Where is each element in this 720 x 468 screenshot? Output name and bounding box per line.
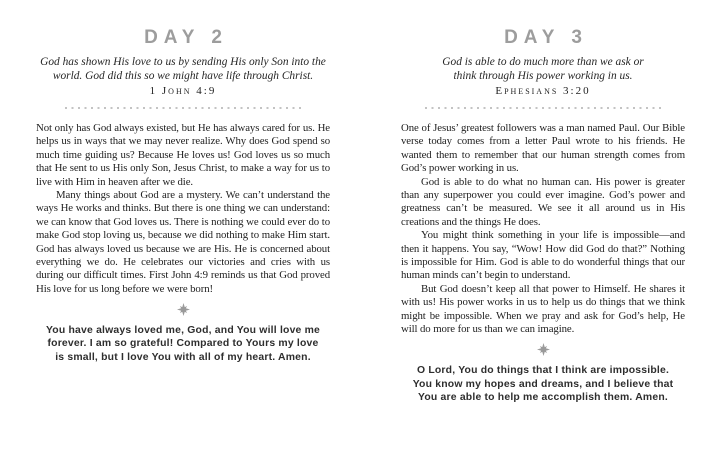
prayer-line: is small, but I love You with all of my heart. Amen. xyxy=(55,351,311,363)
devotional-text xyxy=(401,122,685,337)
scripture-reference: Ephesians 3:20 xyxy=(495,85,591,97)
scripture-verse xyxy=(36,55,330,83)
paragraph: But God doesn’t keep all that power to Himself. He shares it with us! His power works in us to help us do things that we think might be impossible. When we pray and ask for God’s help, He will do more for us than we can imagine. xyxy=(401,282,685,336)
paragraph: One of Jesus’ greatest followers was a man named Paul. Our Bible verse today comes from a letter Paul wrote to his friends. He wanted them to remember that our human strength comes from God’s power working in us. xyxy=(401,122,685,175)
devotional-text xyxy=(36,122,330,296)
verse-line: God is able to do much more than we ask or xyxy=(442,56,644,68)
paragraph: You might think something in your life is impossible—and then it happens. You say, “Wow! How did God do that?” Nothing is impossible for Him. God is able to do wonderful things that our human minds can’t begin to understand. xyxy=(401,229,685,282)
verse-line: think through His power working in us. xyxy=(453,70,633,82)
asterisk-ornament-icon xyxy=(401,343,685,357)
paragraph: Not only has God always existed, but He has always cared for us. He helps us in ways that we may never realize. Why does God spend so much time guiding us? Because He loves us! God loves us so much that He sent to us His only Son, Jesus Christ, to make a way for us to live with Him in heaven after we die. xyxy=(36,122,330,188)
prayer xyxy=(401,364,685,404)
asterisk-ornament-icon xyxy=(36,302,330,316)
prayer xyxy=(36,324,330,364)
scripture-reference: 1 John 4:9 xyxy=(149,85,217,97)
right-page xyxy=(360,0,720,468)
day-title: DAY 3 xyxy=(504,27,588,48)
prayer-line: forever. I am so grateful! Compared to Yours my love xyxy=(47,338,319,350)
prayer-line: You know my hopes and dreams, and I believe that xyxy=(412,378,674,390)
verse-line: world. God did this so we might have life through Christ. xyxy=(52,70,314,82)
prayer-line: You have always loved me, God, and You will love me xyxy=(45,325,321,337)
dotted-divider xyxy=(65,107,301,109)
scripture-verse xyxy=(401,55,685,83)
verse-line: God has shown His love to us by sending His only Son into the xyxy=(40,56,326,68)
paragraph: Many things about God are a mystery. We can’t understand the ways He works and thinks. But there is one thing we can understand: we can know that God loves us. There is nothing we could ever do to make God stop loving us, because we did nothing to make Him start. God has always loved us because we are His. He is concerned about everything we do. He celebrates our victories and cries with us during our difficult times. First John 4:9 reminds us that God proved His love for us long before we were born! xyxy=(36,189,330,295)
paragraph: God is able to do what no human can. His power is greater than any superpower you could ever imagine. God’s power and greatness can’t be measured. We see it all around us in His creations and the things He does. xyxy=(401,175,685,228)
prayer-line: O Lord, You do things that I think are impossible. xyxy=(416,365,670,377)
dotted-divider xyxy=(425,107,661,109)
day-title: DAY 2 xyxy=(144,27,228,48)
prayer-line: You are able to help me accomplish them. Amen. xyxy=(418,391,668,403)
